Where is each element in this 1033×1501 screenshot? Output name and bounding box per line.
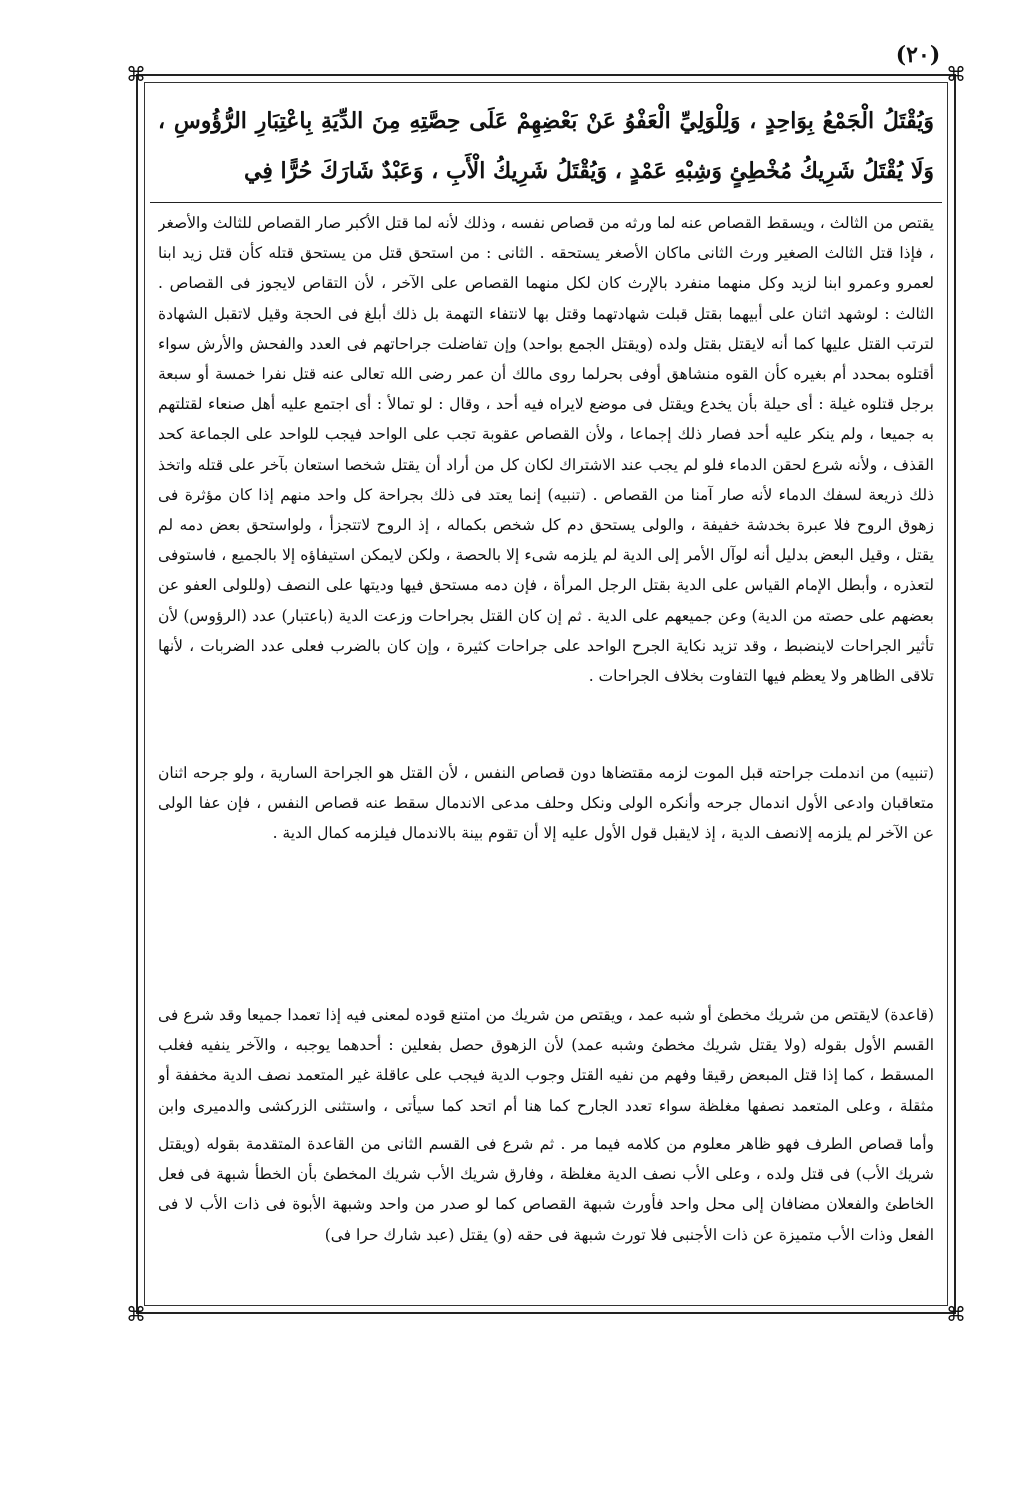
commentary-paragraph: وأما قصاص الطرف فهو ظاهر معلوم من كلامه فيما مر . ثم شرع فى القسم الثانى من القاعدة المتقدمة بقوله (ويقتل شريك الأب) فى قتل ولده ، وعلى الأب نصف الدية مغلظة ، وفارق شريك الأب شريك المخطئ بأن الخطأ شبهة فى فعل الخاطئ والفعلان مضافان إلى محل واحد فأورث شبهة القصاص كما لو صدر من واحد وشبهة الأبوة فى ذات الأب لا فى الفعل وذات الأب متميزة عن ذات الأجنبى فلا تورث شبهة فى حقه (و) يقتل (عبد شارك حرا فى) (158, 1135, 934, 1244)
commentary-paragraph: يقتص من الثالث ، ويسقط القصاص عنه لما ورثه من قصاص نفسه ، وذلك لأنه لما قتل الأكبر صار القصاص للثالث والأصغر ، فإذا قتل الثالث الصغير ورث الثانى ماكان الأصغر يستحقه . الثانى : من استحق قتل من يستحق قتله كأن قتل زيد ابنا لعمرو وعمرو ابنا لزيد وكل منهما منفرد بالإرث كان لكل منهما القصاص على الآخر ، لأن التقاص لايجوز فى القصاص . الثالث : لوشهد اثنان على أبيهما بقتل قبلت شهادتهما وقتل بها لانتفاء التهمة بل ذلك أبلغ فى الحجة وقيل لاتقبل الشهادة لترتب القتل عليها كما أنه لايقتل بقتل ولده (ويقتل الجمع بواحد) وإن تفاضلت جراحاتهم فى العدد والفحش والأرش سواء أقتلوه بمحدد أم بغيره كأن القوه منشاهق أوفى بحرلما روى مالك أن عمر رضى الله تعالى عنه قتل نفرا خمسة أو سبعة برجل قتلوه غيلة : أى حيلة بأن يخدع ويقتل فى موضع لايراه فيه أحد ، وقال : لو تمالأ : أى اجتمع عليه أهل صنعاء لقتلتهم به جميعا ، ولم ينكر عليه أحد فصار ذلك إجماعا ، ولأن القصاص عقوبة تجب على الواحد فيجب للواحد على الجماعة كحد القذف ، ولأنه شرع لحقن الدماء فلو لم يجب عند الاشتراك لكان كل من أراد أن يقتل شخصا استعان بآخر على قتله واتخذ ذلك ذريعة لسفك الدماء لأنه صار آمنا من القصاص . (تنبيه) إنما يعتد فى ذلك بجراحة كل واحد منهم إذا كان مؤثرة فى زهوق الروح فلا عبرة بخدشة خفيفة ، والولى يستحق دم كل شخص بكماله ، إذ الروح لاتتجزأ ، ولواستحق بعض دمه لم يقتل ، وقيل البعض بدليل أنه لوآل الأمر إلى الدية لم يلزمه شىء إلا بالحصة ، ولكن لايمكن استيفاؤه إلا بالجميع ، فاستوفى لتعذره ، وأبطل الإمام القياس على الدية بقتل الرجل المرأة ، فإن دمه مستحق فيها وديتها على النصف (وللولى العفو عن بعضهم على حصته من الدية) وعن جميعهم على الدية . ثم إن كان القتل بجراحات وزعت الدية (باعتبار) عدد (الرؤوس) لأن تأثير الجراحات لاينضبط ، وقد تزيد نكاية الجرح الواحد على جراحات كثيرة ، وإن كان بالضرب فعلى عدد الضربات ، لأنها تلاقى الظاهر ولا يعظم فيها التفاوت بخلاف الجراحات . (158, 214, 934, 686)
corner-ornament-icon: ⌘ (946, 62, 966, 86)
page-number: (٢٠) (895, 42, 941, 68)
main-text: وَيُقْتَلُ الْجَمْعُ بِوَاحِدٍ ، وَلِلْوَلِيِّ الْعَفْوُ عَنْ بَعْضِهِمْ عَلَى حِصَّتِهِ مِنَ الدِّيَةِ بِاعْتِبَارِ الرُّؤُوسِ ، وَلَا يُقْتَلُ شَرِيكُ مُخْطِئٍ وَشِبْهِ عَمْدٍ ، وَيُقْتَلُ شَرِيكُ الْأَبِ ، وَعَبْدٌ شَارَكَ حُرًّا فِي (158, 108, 934, 184)
corner-ornament-icon: ⌘ (946, 1302, 966, 1326)
commentary-paragraph: (تنبيه) من اندملت جراحته قبل الموت لزمه مقتضاها دون قصاص النفس ، لأن القتل هو الجراحة السارية ، ولو جرحه اثنان متعاقبان وادعى الأول اندمال جرحه وأنكره الولى ونكل وحلف مدعى الاندمال سقط عنه قصاص النفس ، فإن عفا الولى عن الآخر لم يلزمه إلانصف الدية ، إذ لايقبل قول الأول عليه إلا أن تقوم بينة بالاندمال فيلزمه كمال الدية . (158, 764, 934, 843)
commentary (158, 208, 934, 1501)
divider (150, 202, 942, 203)
commentary-paragraph: (قاعدة) لايقتص من شريك مخطئ أو شبه عمد ، ويقتص من شريك من امتنع قوده لمعنى فيه إذا تعمدا جميعا وقد شرع فى القسم الأول بقوله (ولا يقتل شريك مخطئ وشبه عمد) لأن الزهوق حصل بفعلين : أحدهما يوجبه ، والآخر ينفيه فغلب المسقط ، كما إذا قتل المبعض رقيقا وفهم من نفيه القتل وجوب الدية فيجب على عاقلة غير المتعمد نصف الدية مخففة أو مثقلة ، وعلى المتعمد نصفها مغلظة سواء تعدد الجارح كما هنا أم اتحد كما سيأتى ، واستثنى الزركشى والدميرى وابن (158, 1006, 934, 1115)
corner-ornament-icon: ⌘ (126, 1302, 146, 1326)
corner-ornament-icon: ⌘ (126, 62, 146, 86)
